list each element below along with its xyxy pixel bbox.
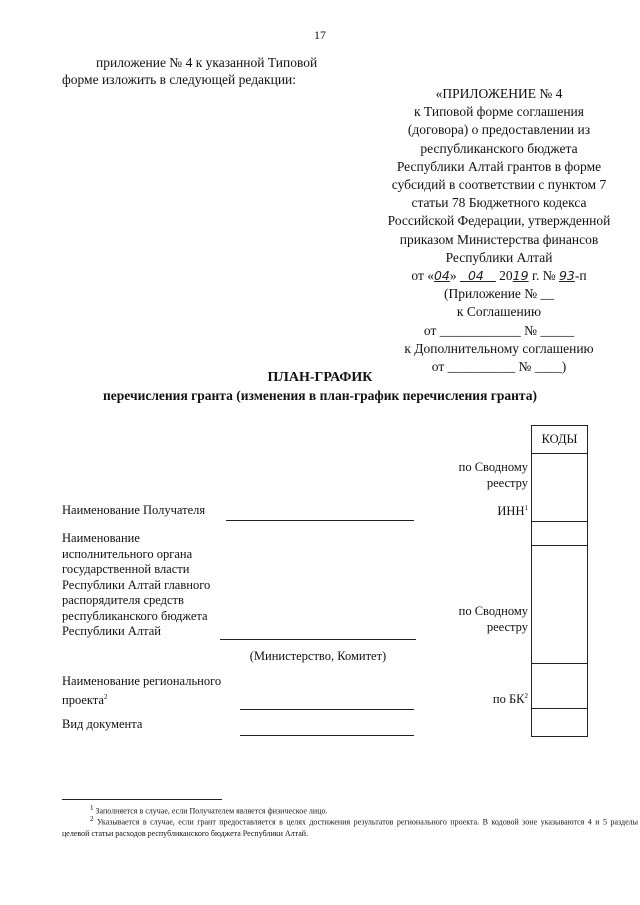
appendix-line: статьи 78 Бюджетного кодекса [411, 195, 587, 211]
date-month: 04 [467, 268, 484, 284]
additional-agreement: к Дополнительному соглашению [404, 340, 594, 356]
document-title: ПЛАН-ГРАФИК [267, 370, 373, 385]
recipient-field-line[interactable] [226, 520, 414, 521]
recipient-label: Наименование Получателя [62, 503, 206, 517]
document-subtitle: перечисления гранта (изменения в план-график перечисления гранта) [103, 388, 537, 403]
date-year-suffix: 19 [512, 268, 529, 284]
appendix-line: приказом Министерства финансов [399, 231, 599, 247]
intro-line-2: форме изложить в следующей редакции: [62, 72, 297, 87]
to-agreement: к Соглашению [456, 304, 542, 320]
ministry-hint: (Министерство, Комитет) [249, 649, 387, 663]
authority-field-line[interactable] [220, 639, 416, 640]
from-line-2: от __________ № ____) [431, 359, 567, 375]
doc-type-field-line[interactable] [240, 735, 414, 736]
date-year-after: г. № [531, 268, 556, 284]
order-date-line [366, 267, 632, 285]
attachment-line: (Приложение № __ [443, 286, 555, 302]
bk-label: по $БК^2$ [492, 692, 528, 707]
code-cell-bk[interactable] [532, 664, 587, 709]
code-cell-registry-2[interactable] [532, 546, 587, 664]
code-cell-doc-type[interactable] [532, 709, 587, 736]
intro-line-1: приложение № 4 к указанной Типовой [96, 55, 318, 70]
appendix-line: субсидий в соответствии с пунктом 7 [391, 177, 607, 193]
date-prefix: от « [411, 268, 434, 284]
project-field-line[interactable] [240, 709, 414, 710]
authority-label: Наименование исполнительного органа государственной власти Республики Алтай главного распорядителя средств республиканского бюджета Республики Алтай [62, 531, 211, 638]
appendix-line: республиканского бюджета [420, 140, 578, 156]
code-cell-registry-1[interactable] [532, 454, 587, 522]
by-registry-label-2: по Сводному реестру [458, 604, 528, 634]
by-registry-label-1: по Сводному реестру [458, 460, 528, 490]
appendix-line: Российской Федерации, утвержденной [387, 213, 611, 229]
footnote-1: $^1$ Заполняется в случае, если Получателем является физическое лицо. [90, 804, 328, 816]
appendix-header [366, 85, 632, 376]
project-label: Наименование регионального проекта$^2$ [62, 674, 222, 707]
intro-text [62, 54, 362, 88]
appendix-heading: «ПРИЛОЖЕНИЕ № 4 [435, 86, 563, 101]
codes-header: КОДЫ [532, 426, 587, 454]
code-cell-inn[interactable] [532, 522, 587, 546]
from-line: от ____________ № _____ [423, 322, 575, 338]
order-suffix: -п [574, 268, 587, 284]
appendix-line: (договора) о предоставлении из [407, 122, 591, 138]
footnote-2: $^2$ Указывается в случае, если грант предоставляется в целях достижения результатов регионального проекта. В кодовой зоне указываются 4 и 5 разделы целевой статьи расходов республиканского бюджета Республики Алтай. [62, 815, 639, 838]
inn-label: ИНН$^1$ [497, 504, 528, 519]
date-day: 04 [433, 268, 450, 284]
appendix-line: Республики Алтай [445, 249, 553, 265]
appendix-line: к Типовой форме соглашения [414, 104, 584, 120]
footnote-separator [62, 799, 222, 800]
codes-table [531, 425, 588, 737]
date-sep: » [449, 268, 457, 284]
doc-type-label: Вид документа [62, 717, 143, 731]
order-number: 93 [558, 268, 575, 284]
page-number: 17 [314, 28, 326, 42]
date-year-prefix: 20 [499, 268, 513, 284]
appendix-line: Республики Алтай грантов в форме [396, 158, 602, 174]
